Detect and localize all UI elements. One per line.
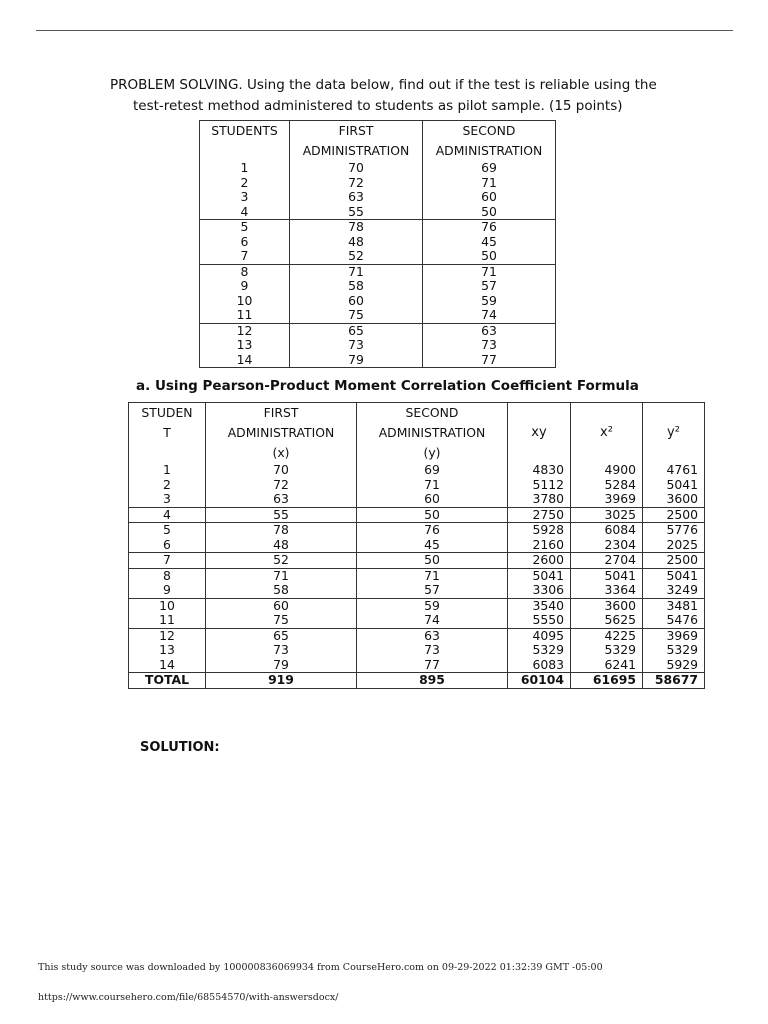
table-row xyxy=(200,308,556,323)
cell-x-squared: 5284 xyxy=(571,478,643,493)
cell-y: 50 xyxy=(357,507,508,523)
cell-first: 63 xyxy=(290,190,423,205)
cell-student: 6 xyxy=(200,235,290,250)
cell-student: 2 xyxy=(200,176,290,191)
cell-x-squared: 4900 xyxy=(571,463,643,478)
cell-second: 45 xyxy=(423,235,556,250)
cell-student: 13 xyxy=(129,643,206,658)
cell-y: 59 xyxy=(357,598,508,613)
table-row xyxy=(129,553,705,569)
cell-y-squared: 2500 xyxy=(643,553,705,569)
cell-y: 60 xyxy=(357,492,508,507)
cell-xy: 5329 xyxy=(508,643,571,658)
cell-x: 75 xyxy=(206,613,357,628)
header-second-administration: SECOND ADMINISTRATION xyxy=(423,121,556,162)
cell-y-squared: 3969 xyxy=(643,628,705,643)
header-xy: xy xyxy=(508,403,571,464)
table-row xyxy=(129,523,705,538)
cell-x-squared: 2304 xyxy=(571,538,643,553)
table-row xyxy=(129,643,705,658)
cell-student: 9 xyxy=(129,583,206,598)
cell-x: 78 xyxy=(206,523,357,538)
table-row xyxy=(129,507,705,523)
top-rule xyxy=(36,30,733,31)
cell-second: 71 xyxy=(423,176,556,191)
cell-y-squared: 5776 xyxy=(643,523,705,538)
table-row xyxy=(129,463,705,478)
cell-y: 69 xyxy=(357,463,508,478)
cell-second: 59 xyxy=(423,294,556,309)
cell-second: 73 xyxy=(423,338,556,353)
cell-x: 58 xyxy=(206,583,357,598)
cell-y-squared: 5329 xyxy=(643,643,705,658)
cell-xy: 2160 xyxy=(508,538,571,553)
cell-second: 63 xyxy=(423,323,556,338)
cell-first: 78 xyxy=(290,220,423,235)
cell-first: 73 xyxy=(290,338,423,353)
cell-first: 70 xyxy=(290,161,423,176)
cell-student: 7 xyxy=(129,553,206,569)
cell-x: 60 xyxy=(206,598,357,613)
cell-y-squared: 5041 xyxy=(643,478,705,493)
table-row xyxy=(200,264,556,279)
cell-xy: 6083 xyxy=(508,658,571,673)
table-row xyxy=(129,598,705,613)
table-row xyxy=(129,613,705,628)
problem-statement xyxy=(110,75,710,117)
cell-student: 1 xyxy=(129,463,206,478)
table-row xyxy=(200,176,556,191)
cell-xy: 3306 xyxy=(508,583,571,598)
table-row xyxy=(129,583,705,598)
cell-student: 11 xyxy=(200,308,290,323)
cell-y: 73 xyxy=(357,643,508,658)
cell-y: 74 xyxy=(357,613,508,628)
cell-first: 55 xyxy=(290,205,423,220)
table-row xyxy=(200,205,556,220)
cell-second: 77 xyxy=(423,353,556,368)
cell-student: 3 xyxy=(129,492,206,507)
cell-x: 52 xyxy=(206,553,357,569)
cell-second: 76 xyxy=(423,220,556,235)
cell-student: 4 xyxy=(129,507,206,523)
cell-y: 63 xyxy=(357,628,508,643)
cell-x: 71 xyxy=(206,568,357,583)
cell-x-squared: 2704 xyxy=(571,553,643,569)
pearson-table xyxy=(128,402,705,689)
cell-student: 8 xyxy=(200,264,290,279)
cell-y: 71 xyxy=(357,478,508,493)
table-row xyxy=(200,338,556,353)
cell-x-squared: 5625 xyxy=(571,613,643,628)
header-y-squared: y² xyxy=(643,403,705,464)
cell-student: 5 xyxy=(200,220,290,235)
cell-student: 4 xyxy=(200,205,290,220)
cell-xy: 5928 xyxy=(508,523,571,538)
cell-y-squared: 5929 xyxy=(643,658,705,673)
cell-y: 76 xyxy=(357,523,508,538)
total-y: 895 xyxy=(357,673,508,689)
cell-x-squared: 4225 xyxy=(571,628,643,643)
total-label: TOTAL xyxy=(129,673,206,689)
cell-y: 45 xyxy=(357,538,508,553)
table-row xyxy=(200,279,556,294)
problem-line-1: PROBLEM SOLVING. Using the data below, find out if the test is reliable using the xyxy=(110,77,657,93)
cell-y: 71 xyxy=(357,568,508,583)
cell-student: 13 xyxy=(200,338,290,353)
cell-student: 12 xyxy=(129,628,206,643)
cell-xy: 3780 xyxy=(508,492,571,507)
cell-xy: 2750 xyxy=(508,507,571,523)
cell-second: 57 xyxy=(423,279,556,294)
table-header-row xyxy=(200,121,556,162)
cell-student: 3 xyxy=(200,190,290,205)
cell-x: 55 xyxy=(206,507,357,523)
table-row xyxy=(200,353,556,368)
cell-student: 9 xyxy=(200,279,290,294)
cell-y-squared: 5041 xyxy=(643,568,705,583)
table-header-row xyxy=(129,403,705,464)
total-xy: 60104 xyxy=(508,673,571,689)
cell-x-squared: 3600 xyxy=(571,598,643,613)
cell-y-squared: 4761 xyxy=(643,463,705,478)
cell-x-squared: 3025 xyxy=(571,507,643,523)
section-heading-a: a. Using Pearson-Product Moment Correlation Coefficient Formula xyxy=(136,378,639,394)
cell-first: 48 xyxy=(290,235,423,250)
total-row xyxy=(129,673,705,689)
cell-first: 52 xyxy=(290,249,423,264)
cell-x: 73 xyxy=(206,643,357,658)
cell-x-squared: 5041 xyxy=(571,568,643,583)
table-row xyxy=(129,538,705,553)
cell-student: 10 xyxy=(200,294,290,309)
cell-second: 60 xyxy=(423,190,556,205)
cell-x: 48 xyxy=(206,538,357,553)
header-first-administration-x: FIRST ADMINISTRATION (x) xyxy=(206,403,357,464)
table-row xyxy=(129,628,705,643)
table-row xyxy=(129,658,705,673)
cell-student: 14 xyxy=(129,658,206,673)
cell-student: 6 xyxy=(129,538,206,553)
cell-xy: 5041 xyxy=(508,568,571,583)
cell-x-squared: 6241 xyxy=(571,658,643,673)
cell-x: 63 xyxy=(206,492,357,507)
table-row xyxy=(200,323,556,338)
cell-student: 14 xyxy=(200,353,290,368)
cell-second: 71 xyxy=(423,264,556,279)
total-x-squared: 61695 xyxy=(571,673,643,689)
cell-student: 5 xyxy=(129,523,206,538)
solution-label: SOLUTION: xyxy=(140,740,220,755)
cell-second: 74 xyxy=(423,308,556,323)
total-x: 919 xyxy=(206,673,357,689)
cell-x: 79 xyxy=(206,658,357,673)
cell-y-squared: 3249 xyxy=(643,583,705,598)
cell-first: 60 xyxy=(290,294,423,309)
table-row xyxy=(200,294,556,309)
cell-x-squared: 3364 xyxy=(571,583,643,598)
cell-y: 50 xyxy=(357,553,508,569)
cell-x: 65 xyxy=(206,628,357,643)
cell-student: 2 xyxy=(129,478,206,493)
cell-first: 65 xyxy=(290,323,423,338)
table-row xyxy=(200,161,556,176)
cell-x: 72 xyxy=(206,478,357,493)
table-row xyxy=(200,249,556,264)
cell-y: 77 xyxy=(357,658,508,673)
cell-first: 58 xyxy=(290,279,423,294)
cell-y-squared: 2500 xyxy=(643,507,705,523)
header-student: STUDEN T xyxy=(129,403,206,464)
header-students: STUDENTS xyxy=(200,121,290,162)
cell-y-squared: 3600 xyxy=(643,492,705,507)
table-row xyxy=(200,220,556,235)
cell-second: 50 xyxy=(423,205,556,220)
cell-xy: 4830 xyxy=(508,463,571,478)
cell-student: 7 xyxy=(200,249,290,264)
table-row xyxy=(200,235,556,250)
cell-student: 12 xyxy=(200,323,290,338)
table-row xyxy=(129,492,705,507)
cell-first: 71 xyxy=(290,264,423,279)
total-y-squared: 58677 xyxy=(643,673,705,689)
cell-y-squared: 5476 xyxy=(643,613,705,628)
cell-second: 50 xyxy=(423,249,556,264)
table-row xyxy=(200,190,556,205)
header-first-administration: FIRST ADMINISTRATION xyxy=(290,121,423,162)
cell-y-squared: 2025 xyxy=(643,538,705,553)
cell-xy: 3540 xyxy=(508,598,571,613)
cell-first: 79 xyxy=(290,353,423,368)
cell-second: 69 xyxy=(423,161,556,176)
cell-x-squared: 3969 xyxy=(571,492,643,507)
cell-xy: 4095 xyxy=(508,628,571,643)
footer-url: https://www.coursehero.com/file/68554570/with-answersdocx/ xyxy=(38,992,339,1003)
cell-y-squared: 3481 xyxy=(643,598,705,613)
cell-xy: 5112 xyxy=(508,478,571,493)
data-table xyxy=(199,120,556,368)
cell-x-squared: 6084 xyxy=(571,523,643,538)
table-row xyxy=(129,568,705,583)
cell-xy: 5550 xyxy=(508,613,571,628)
table-row xyxy=(129,478,705,493)
cell-first: 72 xyxy=(290,176,423,191)
cell-student: 11 xyxy=(129,613,206,628)
cell-x: 70 xyxy=(206,463,357,478)
cell-student: 8 xyxy=(129,568,206,583)
cell-student: 10 xyxy=(129,598,206,613)
header-second-administration-y: SECOND ADMINISTRATION (y) xyxy=(357,403,508,464)
cell-y: 57 xyxy=(357,583,508,598)
cell-xy: 2600 xyxy=(508,553,571,569)
footer-source-note: This study source was downloaded by 100000836069934 from CourseHero.com on 09-29-2022 01:32:39 GMT -05:00 xyxy=(38,962,603,973)
cell-first: 75 xyxy=(290,308,423,323)
cell-student: 1 xyxy=(200,161,290,176)
header-x-squared: x² xyxy=(571,403,643,464)
problem-line-2: test-retest method administered to students as pilot sample. (15 points) xyxy=(133,98,623,114)
cell-x-squared: 5329 xyxy=(571,643,643,658)
